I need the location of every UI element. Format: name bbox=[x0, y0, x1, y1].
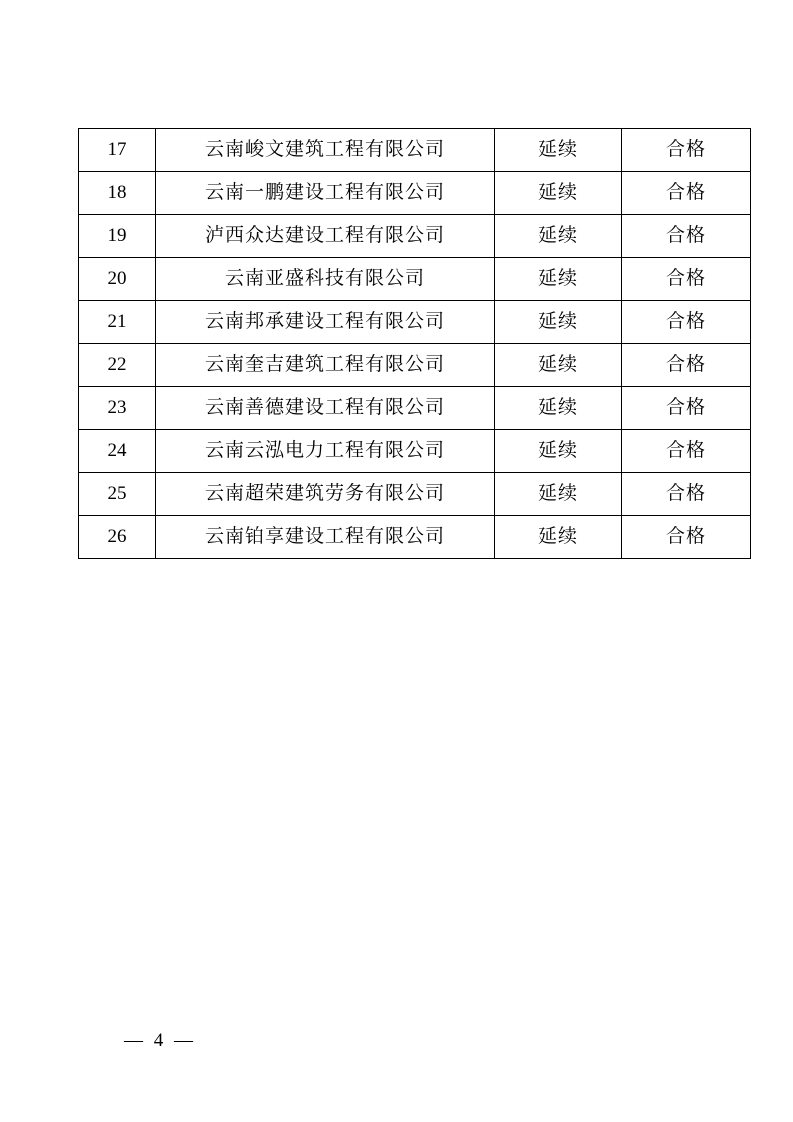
row-index: 26 bbox=[79, 516, 156, 559]
row-type: 延续 bbox=[495, 430, 622, 473]
row-company-name: 云南邦承建设工程有限公司 bbox=[156, 301, 495, 344]
table-row bbox=[79, 172, 751, 215]
row-result: 合格 bbox=[622, 516, 751, 559]
enterprise-table bbox=[78, 128, 751, 559]
table-row bbox=[79, 258, 751, 301]
row-company-name: 泸西众达建设工程有限公司 bbox=[156, 215, 495, 258]
row-result: 合格 bbox=[622, 258, 751, 301]
row-type: 延续 bbox=[495, 473, 622, 516]
row-company-name: 云南善德建设工程有限公司 bbox=[156, 387, 495, 430]
table-row bbox=[79, 344, 751, 387]
page-number: — 4 — bbox=[124, 1030, 196, 1051]
row-type: 延续 bbox=[495, 344, 622, 387]
row-result: 合格 bbox=[622, 172, 751, 215]
row-result: 合格 bbox=[622, 129, 751, 172]
row-type: 延续 bbox=[495, 301, 622, 344]
table-row bbox=[79, 516, 751, 559]
row-company-name: 云南亚盛科技有限公司 bbox=[156, 258, 495, 301]
table-row bbox=[79, 301, 751, 344]
row-company-name: 云南云泓电力工程有限公司 bbox=[156, 430, 495, 473]
row-company-name: 云南铂享建设工程有限公司 bbox=[156, 516, 495, 559]
row-company-name: 云南奎吉建筑工程有限公司 bbox=[156, 344, 495, 387]
row-index: 24 bbox=[79, 430, 156, 473]
table-row bbox=[79, 473, 751, 516]
row-index: 18 bbox=[79, 172, 156, 215]
row-result: 合格 bbox=[622, 430, 751, 473]
enterprise-table-container bbox=[78, 128, 716, 559]
row-type: 延续 bbox=[495, 387, 622, 430]
row-index: 21 bbox=[79, 301, 156, 344]
row-result: 合格 bbox=[622, 344, 751, 387]
row-index: 17 bbox=[79, 129, 156, 172]
table-row bbox=[79, 129, 751, 172]
row-type: 延续 bbox=[495, 129, 622, 172]
row-index: 23 bbox=[79, 387, 156, 430]
table-row bbox=[79, 387, 751, 430]
row-company-name: 云南超荣建筑劳务有限公司 bbox=[156, 473, 495, 516]
row-type: 延续 bbox=[495, 516, 622, 559]
row-type: 延续 bbox=[495, 172, 622, 215]
row-result: 合格 bbox=[622, 473, 751, 516]
row-type: 延续 bbox=[495, 258, 622, 301]
row-index: 19 bbox=[79, 215, 156, 258]
table-row bbox=[79, 430, 751, 473]
row-type: 延续 bbox=[495, 215, 622, 258]
row-index: 20 bbox=[79, 258, 156, 301]
row-result: 合格 bbox=[622, 301, 751, 344]
row-index: 22 bbox=[79, 344, 156, 387]
row-result: 合格 bbox=[622, 215, 751, 258]
row-company-name: 云南峻文建筑工程有限公司 bbox=[156, 129, 495, 172]
row-company-name: 云南一鹏建设工程有限公司 bbox=[156, 172, 495, 215]
table-row bbox=[79, 215, 751, 258]
row-index: 25 bbox=[79, 473, 156, 516]
table-body bbox=[79, 129, 751, 559]
row-result: 合格 bbox=[622, 387, 751, 430]
